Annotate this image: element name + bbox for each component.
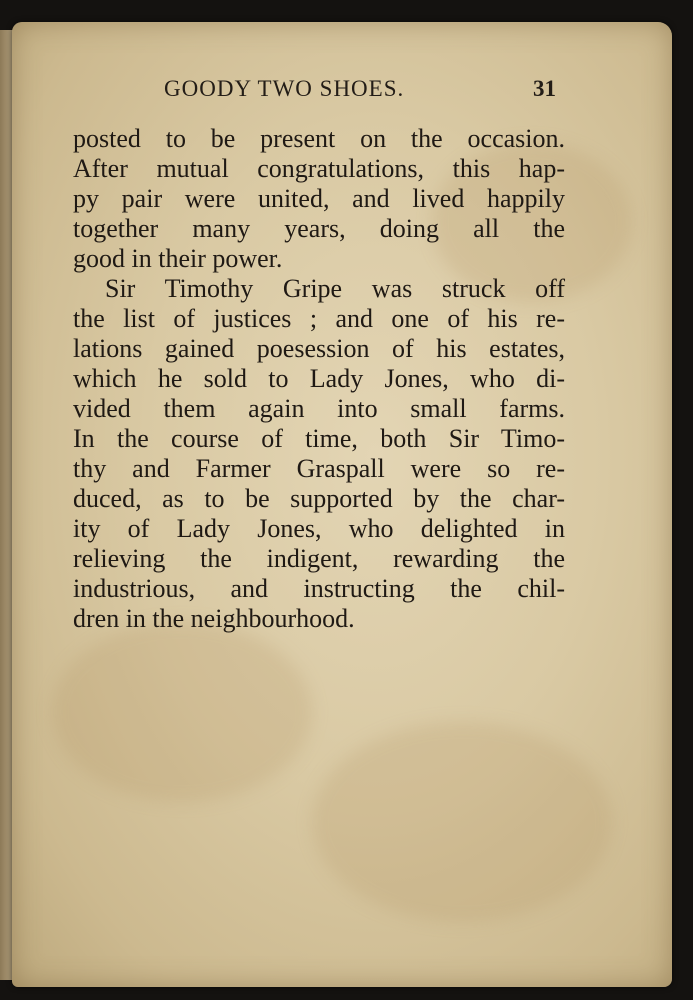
text-line: In the course of time, both Sir Timo- <box>73 424 565 453</box>
text-line: together many years, doing all the <box>73 214 565 243</box>
text-line: which he sold to Lady Jones, who di- <box>73 364 565 393</box>
page-number: 31 <box>533 76 556 101</box>
text-line: Sir Timothy Gripe was struck off <box>105 274 565 303</box>
text-line: vided them again into small farms. <box>73 394 565 423</box>
text-line: After mutual congratulations, this hap- <box>73 154 565 183</box>
running-title: GOODY TWO SHOES. <box>164 76 405 101</box>
text-line: posted to be present on the occasion. <box>73 124 565 153</box>
text-line: duced, as to be supported by the char- <box>73 484 565 513</box>
text-line: dren in the neighbourhood. <box>73 604 355 633</box>
text-line: good in their power. <box>73 244 283 273</box>
text-line: ity of Lady Jones, who delighted in <box>73 514 565 543</box>
text-line: lations gained poesession of his estates, <box>73 334 565 363</box>
text-line: thy and Farmer Graspall were so re- <box>73 454 565 483</box>
text-line: industrious, and instructing the chil- <box>73 574 565 603</box>
running-head <box>164 76 556 106</box>
text-line: the list of justices ; and one of his re- <box>73 304 565 333</box>
body-text <box>73 124 565 634</box>
text-line: py pair were united, and lived happily <box>73 184 565 213</box>
text-line: relieving the indigent, rewarding the <box>73 544 565 573</box>
